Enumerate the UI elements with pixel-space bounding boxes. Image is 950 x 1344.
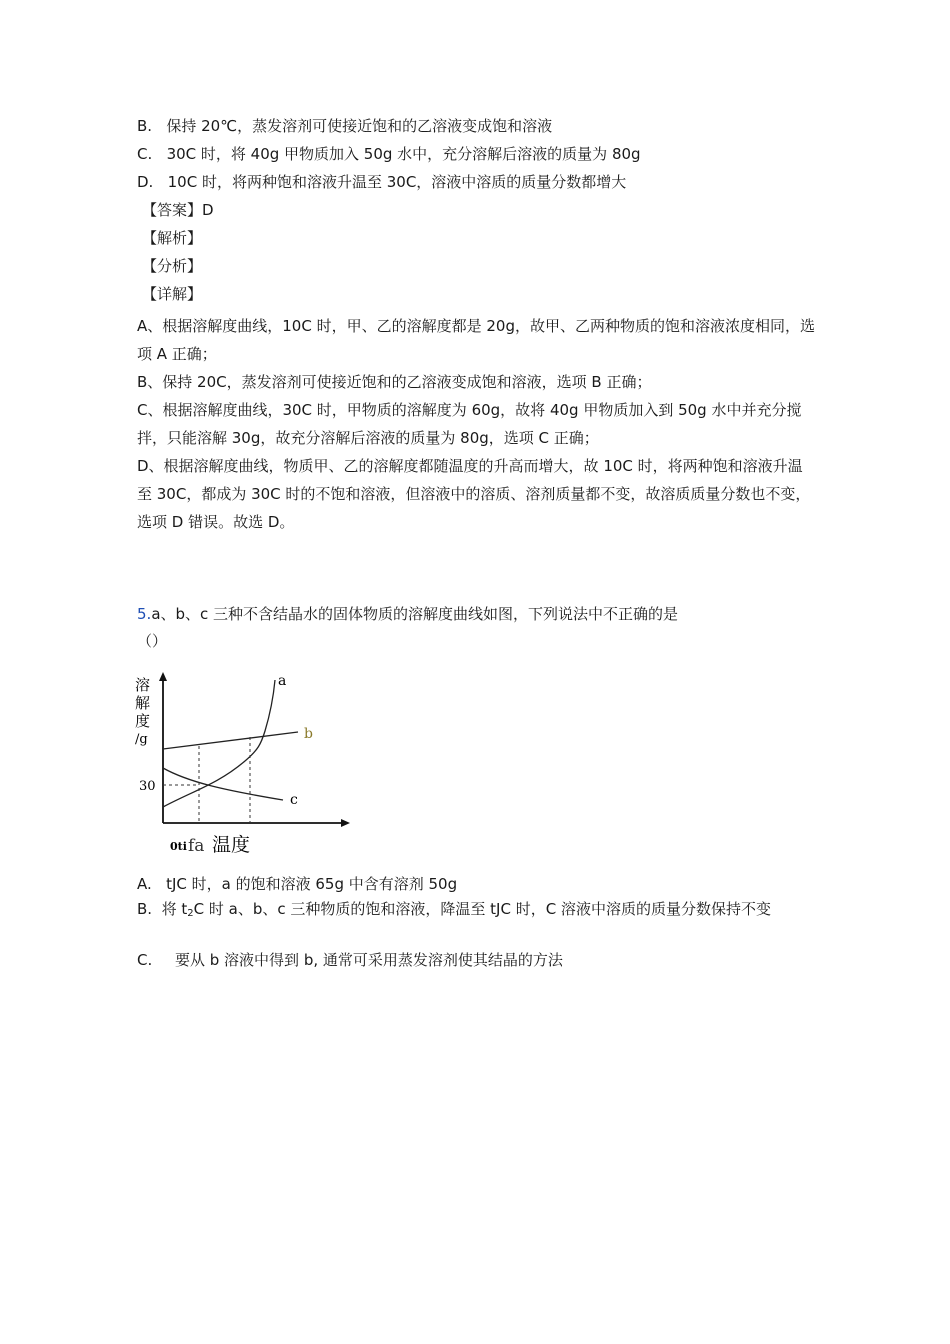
solubility-curve-figure (133, 666, 358, 866)
option-letter: B. (137, 900, 153, 918)
option-letter: C. (137, 145, 153, 163)
question5-stem (137, 604, 678, 624)
fenxi-label: 【分析】 (142, 257, 203, 275)
tick-30-label: 30 (139, 779, 156, 794)
question-stem-text: a、b、c 三种不含结晶水的固体物质的溶解度曲线如图，下列说法中不正确的是 (151, 605, 679, 623)
question5-paren: （） (137, 632, 168, 650)
option-text: 保持 20℃，蒸发溶剂可使接近饱和的乙溶液变成饱和溶液 (166, 117, 553, 135)
option-c-prev (137, 144, 641, 164)
curve-c-label: c (290, 792, 298, 808)
y-label-char: 度 (135, 712, 151, 730)
option-text: 要从 b 溶液中得到 b, 通常可采用蒸发溶剂使其结晶的方法 (175, 951, 563, 969)
y-label-char: /g (135, 732, 148, 747)
analysis-label: 【解析】 (142, 229, 203, 247)
curve-c (163, 768, 283, 800)
x-origin-label: 0ti (170, 840, 187, 853)
explanation-a: A、根据溶解度曲线，10C 时，甲、乙的溶解度都是 20g，故甲、乙两种物质的饱和溶液浓度相同，选项 A 正确； (137, 317, 815, 363)
option-letter: B. (137, 117, 153, 135)
curve-a-label: a (278, 673, 287, 689)
option-text: 30C 时，将 40g 甲物质加入 50g 水中，充分溶解后溶液的质量为 80g (166, 145, 641, 163)
option-text: tJC 时，a 的饱和溶液 65g 中含有溶剂 50g (166, 875, 458, 893)
question-number: 5. (137, 605, 152, 623)
detail-label: 【详解】 (142, 285, 203, 303)
x-mark-label: fa (188, 836, 205, 856)
curve-b (163, 732, 298, 749)
answer-label: 【答案】D (142, 201, 214, 219)
y-label-char: 溶 (135, 676, 151, 694)
subscript: 2 (187, 908, 194, 919)
option-a (137, 874, 457, 894)
option-text-post: C 时 a、b、c 三种物质的饱和溶液，降温至 tJC 时，C 溶液中溶质的质量分数保持不变 (193, 900, 771, 918)
y-axis-arrow (159, 672, 167, 681)
explanation-b: B、保持 20C，蒸发溶剂可使接近饱和的乙溶液变成饱和溶液，选项 B 正确； (137, 373, 652, 391)
explanation-d: D、根据溶解度曲线，物质甲、乙的溶解度都随温度的升高而增大，故 10C 时，将两种饱和溶液升温至 30C，都成为 30C 时的不饱和溶液，但溶液中的溶质、溶剂质量都不变，故溶质质量分数也不变，选项 D 错误。故选 D。 (137, 457, 811, 531)
option-c (137, 950, 563, 970)
option-text-pre: 将 t (161, 900, 188, 918)
y-label-char: 解 (135, 694, 151, 712)
option-b-prev (137, 116, 552, 136)
option-d-prev (137, 172, 626, 192)
x-axis-arrow (341, 819, 350, 827)
explanation-c: C、根据溶解度曲线，30C 时，甲物质的溶解度为 60g，故将 40g 甲物质加入到 50g 水中并充分搅拌，只能溶解 30g，故充分溶解后溶液的质量为 80g，选项 C 正确； (137, 401, 802, 447)
curve-b-label: b (304, 726, 313, 742)
option-letter: D. (137, 173, 154, 191)
x-axis-title: 温度 (212, 834, 251, 856)
option-letter: A. (137, 875, 152, 893)
option-b (137, 899, 815, 924)
option-text: 10C 时，将两种饱和溶液升温至 30C，溶液中溶质的质量分数都增大 (167, 173, 627, 191)
option-letter: C. (137, 951, 153, 969)
